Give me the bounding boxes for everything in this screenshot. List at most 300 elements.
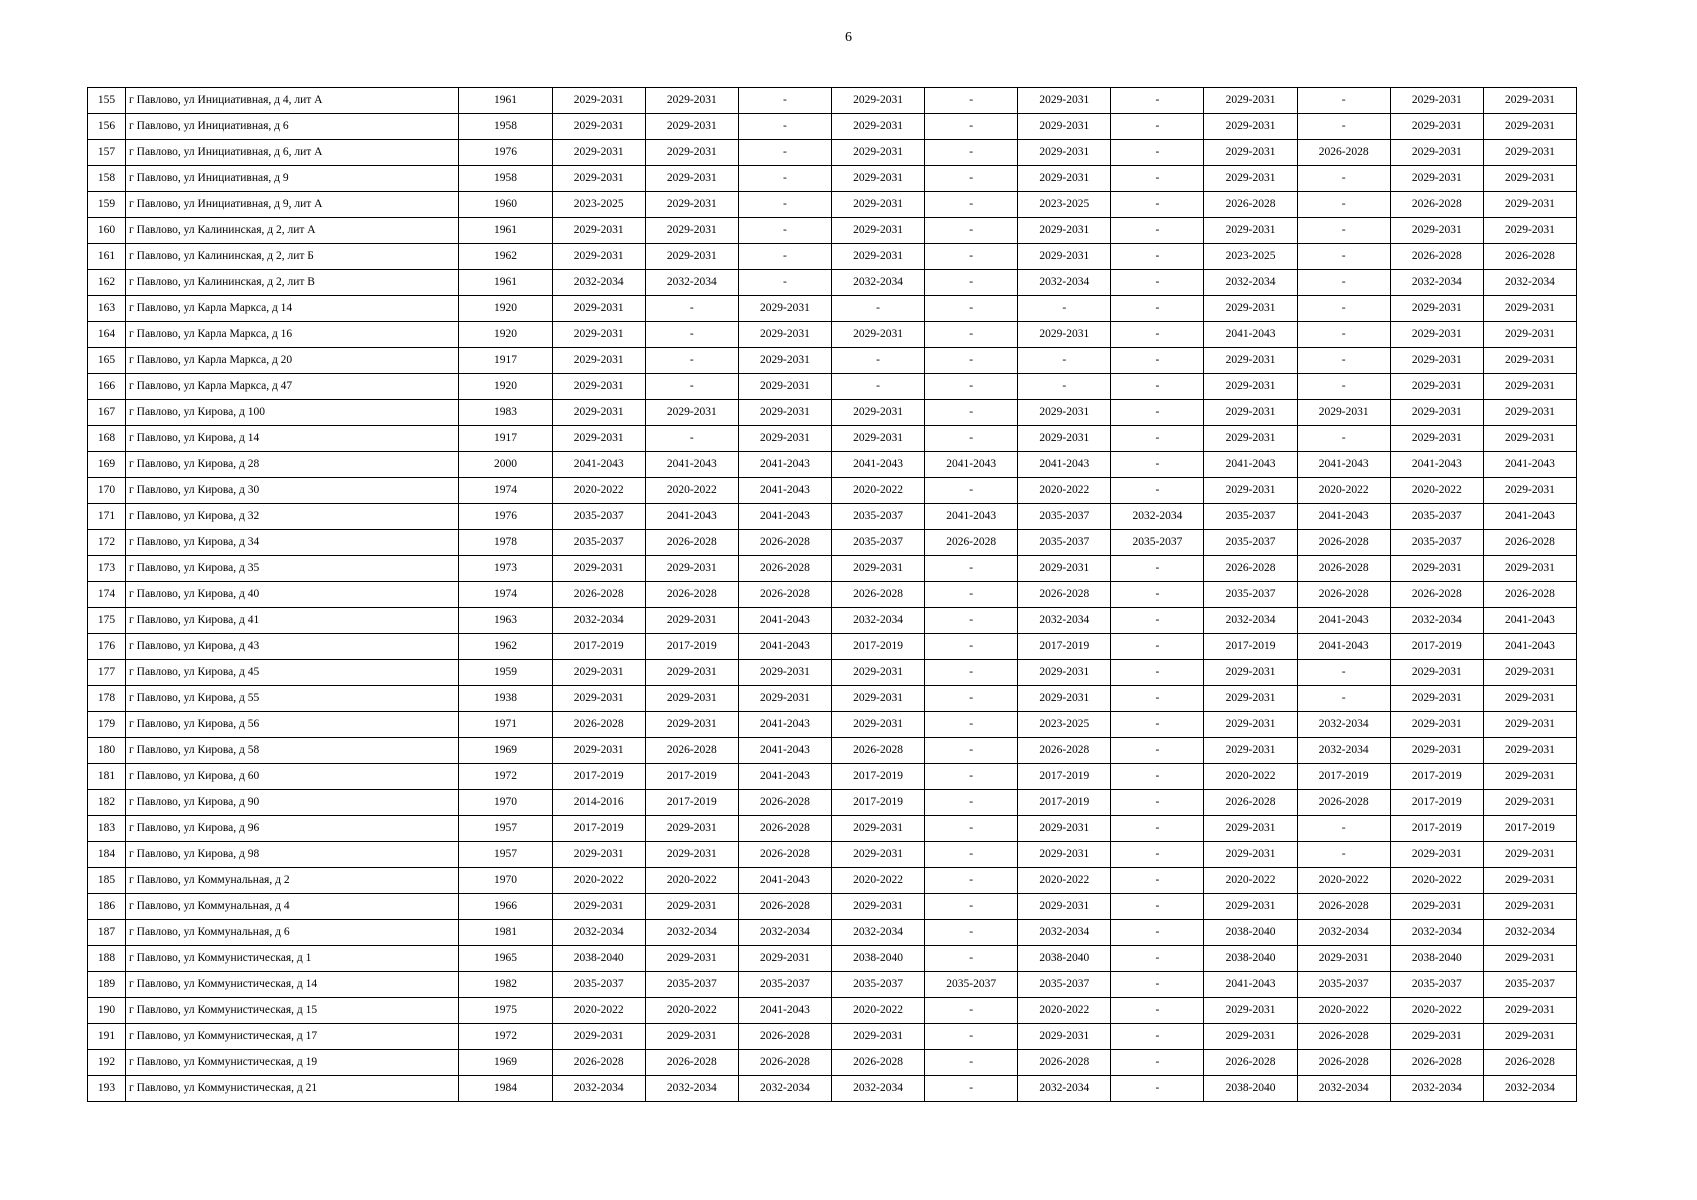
row-number-cell: 171 [88, 504, 126, 530]
period-cell-2: 2029-2031 [645, 842, 738, 868]
period-cell-8: 2038-2040 [1204, 946, 1297, 972]
year-built-cell: 1969 [459, 738, 552, 764]
period-cell-4: 2029-2031 [831, 218, 924, 244]
period-cell-1: 2029-2031 [552, 244, 645, 270]
period-cell-6: 2017-2019 [1018, 790, 1111, 816]
row-number-cell: 162 [88, 270, 126, 296]
period-cell-9: - [1297, 660, 1390, 686]
period-cell-10: 2029-2031 [1390, 842, 1483, 868]
address-cell: г Павлово, ул Инициативная, д 6 [126, 114, 459, 140]
period-cell-8: 2029-2031 [1204, 686, 1297, 712]
period-cell-7: 2032-2034 [1111, 504, 1204, 530]
period-cell-7: - [1111, 920, 1204, 946]
period-cell-2: 2029-2031 [645, 1024, 738, 1050]
table-row [88, 738, 1577, 764]
row-number-cell: 174 [88, 582, 126, 608]
period-cell-10: 2026-2028 [1390, 192, 1483, 218]
period-cell-6: 2029-2031 [1018, 686, 1111, 712]
table-row [88, 452, 1577, 478]
row-number-cell: 179 [88, 712, 126, 738]
period-cell-6: 2029-2031 [1018, 114, 1111, 140]
period-cell-6: 2029-2031 [1018, 556, 1111, 582]
row-number-cell: 186 [88, 894, 126, 920]
period-cell-5: - [925, 400, 1018, 426]
period-cell-3: 2041-2043 [738, 868, 831, 894]
row-number-cell: 165 [88, 348, 126, 374]
period-cell-1: 2035-2037 [552, 504, 645, 530]
period-cell-6: 2035-2037 [1018, 972, 1111, 998]
period-cell-10: 2017-2019 [1390, 634, 1483, 660]
period-cell-4: - [831, 374, 924, 400]
address-cell: г Павлово, ул Кирова, д 30 [126, 478, 459, 504]
period-cell-11: 2041-2043 [1483, 504, 1576, 530]
period-cell-1: 2029-2031 [552, 738, 645, 764]
period-cell-2: 2032-2034 [645, 1076, 738, 1102]
address-cell: г Павлово, ул Кирова, д 41 [126, 608, 459, 634]
period-cell-8: 2041-2043 [1204, 972, 1297, 998]
period-cell-8: 2029-2031 [1204, 114, 1297, 140]
period-cell-5: 2041-2043 [925, 504, 1018, 530]
period-cell-4: 2020-2022 [831, 868, 924, 894]
address-cell: г Павлово, ул Кирова, д 96 [126, 816, 459, 842]
address-cell: г Павлово, ул Коммунистическая, д 19 [126, 1050, 459, 1076]
period-cell-1: 2029-2031 [552, 426, 645, 452]
row-number-cell: 173 [88, 556, 126, 582]
period-cell-7: - [1111, 790, 1204, 816]
period-cell-1: 2029-2031 [552, 140, 645, 166]
period-cell-7: - [1111, 114, 1204, 140]
period-cell-5: 2026-2028 [925, 530, 1018, 556]
period-cell-10: 2029-2031 [1390, 426, 1483, 452]
period-cell-1: 2032-2034 [552, 920, 645, 946]
period-cell-4: 2032-2034 [831, 608, 924, 634]
period-cell-6: 2017-2019 [1018, 764, 1111, 790]
period-cell-8: 2029-2031 [1204, 140, 1297, 166]
period-cell-1: 2029-2031 [552, 114, 645, 140]
period-cell-11: 2029-2031 [1483, 868, 1576, 894]
period-cell-3: 2041-2043 [738, 998, 831, 1024]
period-cell-10: 2026-2028 [1390, 1050, 1483, 1076]
table-row [88, 426, 1577, 452]
year-built-cell: 1973 [459, 556, 552, 582]
period-cell-8: 2029-2031 [1204, 712, 1297, 738]
year-built-cell: 1962 [459, 634, 552, 660]
period-cell-10: 2032-2034 [1390, 270, 1483, 296]
year-built-cell: 1966 [459, 894, 552, 920]
year-built-cell: 1961 [459, 88, 552, 114]
year-built-cell: 1972 [459, 1024, 552, 1050]
period-cell-5: - [925, 374, 1018, 400]
row-number-cell: 192 [88, 1050, 126, 1076]
period-cell-8: 2029-2031 [1204, 478, 1297, 504]
table-row [88, 478, 1577, 504]
row-number-cell: 185 [88, 868, 126, 894]
period-cell-3: 2041-2043 [738, 478, 831, 504]
period-cell-6: 2029-2031 [1018, 1024, 1111, 1050]
period-cell-3: - [738, 192, 831, 218]
period-cell-5: - [925, 166, 1018, 192]
period-cell-6: 2029-2031 [1018, 400, 1111, 426]
row-number-cell: 189 [88, 972, 126, 998]
period-cell-2: - [645, 426, 738, 452]
period-cell-8: 2035-2037 [1204, 530, 1297, 556]
period-cell-4: 2017-2019 [831, 764, 924, 790]
period-cell-1: 2029-2031 [552, 322, 645, 348]
period-cell-10: 2029-2031 [1390, 140, 1483, 166]
row-number-cell: 157 [88, 140, 126, 166]
table-body [88, 88, 1577, 1102]
period-cell-3: 2029-2031 [738, 348, 831, 374]
period-cell-8: 2038-2040 [1204, 1076, 1297, 1102]
period-cell-10: 2029-2031 [1390, 660, 1483, 686]
period-cell-1: 2029-2031 [552, 166, 645, 192]
period-cell-4: 2029-2031 [831, 166, 924, 192]
period-cell-10: 2017-2019 [1390, 764, 1483, 790]
period-cell-4: 2029-2031 [831, 88, 924, 114]
period-cell-11: 2029-2031 [1483, 842, 1576, 868]
period-cell-5: - [925, 1076, 1018, 1102]
address-cell: г Павлово, ул Кирова, д 40 [126, 582, 459, 608]
period-cell-1: 2026-2028 [552, 582, 645, 608]
period-cell-11: 2029-2031 [1483, 894, 1576, 920]
period-cell-4: 2026-2028 [831, 582, 924, 608]
period-cell-10: 2029-2031 [1390, 1024, 1483, 1050]
period-cell-8: 2029-2031 [1204, 998, 1297, 1024]
period-cell-5: - [925, 88, 1018, 114]
period-cell-11: 2026-2028 [1483, 582, 1576, 608]
period-cell-2: 2029-2031 [645, 88, 738, 114]
period-cell-6: - [1018, 348, 1111, 374]
table-row [88, 348, 1577, 374]
period-cell-9: - [1297, 686, 1390, 712]
period-cell-3: 2032-2034 [738, 1076, 831, 1102]
period-cell-11: 2029-2031 [1483, 218, 1576, 244]
address-cell: г Павлово, ул Кирова, д 45 [126, 660, 459, 686]
period-cell-6: 2035-2037 [1018, 504, 1111, 530]
period-cell-3: 2041-2043 [738, 504, 831, 530]
period-cell-6: 2029-2031 [1018, 322, 1111, 348]
period-cell-3: 2029-2031 [738, 374, 831, 400]
period-cell-8: 2029-2031 [1204, 1024, 1297, 1050]
period-cell-5: - [925, 842, 1018, 868]
period-cell-10: 2026-2028 [1390, 244, 1483, 270]
period-cell-1: 2020-2022 [552, 998, 645, 1024]
period-cell-6: 2020-2022 [1018, 998, 1111, 1024]
period-cell-11: 2029-2031 [1483, 400, 1576, 426]
table-row [88, 166, 1577, 192]
period-cell-4: 2020-2022 [831, 478, 924, 504]
period-cell-11: 2029-2031 [1483, 686, 1576, 712]
period-cell-9: - [1297, 816, 1390, 842]
period-cell-5: - [925, 244, 1018, 270]
period-cell-6: 2029-2031 [1018, 842, 1111, 868]
period-cell-1: 2029-2031 [552, 374, 645, 400]
period-cell-10: 2029-2031 [1390, 322, 1483, 348]
period-cell-3: 2041-2043 [738, 634, 831, 660]
period-cell-7: - [1111, 556, 1204, 582]
period-cell-5: - [925, 426, 1018, 452]
period-cell-6: 2017-2019 [1018, 634, 1111, 660]
table-row [88, 530, 1577, 556]
period-cell-4: 2032-2034 [831, 1076, 924, 1102]
year-built-cell: 1917 [459, 426, 552, 452]
period-cell-3: 2029-2031 [738, 296, 831, 322]
year-built-cell: 1976 [459, 140, 552, 166]
period-cell-2: 2032-2034 [645, 270, 738, 296]
period-cell-10: 2035-2037 [1390, 972, 1483, 998]
row-number-cell: 155 [88, 88, 126, 114]
period-cell-7: - [1111, 1076, 1204, 1102]
period-cell-3: - [738, 140, 831, 166]
year-built-cell: 1920 [459, 374, 552, 400]
period-cell-3: - [738, 218, 831, 244]
period-cell-11: 2029-2031 [1483, 1024, 1576, 1050]
period-cell-9: 2032-2034 [1297, 738, 1390, 764]
year-built-cell: 1960 [459, 192, 552, 218]
period-cell-5: - [925, 192, 1018, 218]
period-cell-9: 2026-2028 [1297, 582, 1390, 608]
period-cell-10: 2032-2034 [1390, 608, 1483, 634]
table-row [88, 296, 1577, 322]
period-cell-2: 2041-2043 [645, 504, 738, 530]
period-cell-2: 2041-2043 [645, 452, 738, 478]
period-cell-4: 2029-2031 [831, 400, 924, 426]
period-cell-7: - [1111, 400, 1204, 426]
period-cell-7: - [1111, 192, 1204, 218]
period-cell-5: - [925, 738, 1018, 764]
table-row [88, 88, 1577, 114]
table-row [88, 556, 1577, 582]
period-cell-7: - [1111, 270, 1204, 296]
period-cell-8: 2023-2025 [1204, 244, 1297, 270]
period-cell-11: 2029-2031 [1483, 660, 1576, 686]
period-cell-3: 2035-2037 [738, 972, 831, 998]
period-cell-9: 2026-2028 [1297, 790, 1390, 816]
period-cell-5: 2035-2037 [925, 972, 1018, 998]
row-number-cell: 167 [88, 400, 126, 426]
period-cell-1: 2035-2037 [552, 972, 645, 998]
period-cell-11: 2029-2031 [1483, 166, 1576, 192]
period-cell-5: - [925, 296, 1018, 322]
period-cell-8: 2026-2028 [1204, 556, 1297, 582]
period-cell-9: - [1297, 322, 1390, 348]
table-row [88, 1050, 1577, 1076]
period-cell-4: 2029-2031 [831, 244, 924, 270]
period-cell-7: - [1111, 1024, 1204, 1050]
row-number-cell: 166 [88, 374, 126, 400]
address-cell: г Павлово, ул Кирова, д 35 [126, 556, 459, 582]
period-cell-8: 2026-2028 [1204, 790, 1297, 816]
year-built-cell: 1974 [459, 582, 552, 608]
address-cell: г Павлово, ул Инициативная, д 4, лит А [126, 88, 459, 114]
period-cell-6: 2026-2028 [1018, 582, 1111, 608]
period-cell-9: 2041-2043 [1297, 504, 1390, 530]
period-cell-11: 2029-2031 [1483, 296, 1576, 322]
period-cell-4: - [831, 296, 924, 322]
period-cell-6: 2029-2031 [1018, 816, 1111, 842]
year-built-cell: 1975 [459, 998, 552, 1024]
period-cell-2: 2017-2019 [645, 790, 738, 816]
period-cell-5: - [925, 946, 1018, 972]
year-built-cell: 1978 [459, 530, 552, 556]
period-cell-9: 2032-2034 [1297, 1076, 1390, 1102]
period-cell-10: 2029-2031 [1390, 400, 1483, 426]
period-cell-2: - [645, 348, 738, 374]
period-cell-9: - [1297, 270, 1390, 296]
period-cell-5: - [925, 608, 1018, 634]
period-cell-7: - [1111, 712, 1204, 738]
period-cell-9: - [1297, 114, 1390, 140]
period-cell-3: 2026-2028 [738, 790, 831, 816]
address-cell: г Павлово, ул Кирова, д 58 [126, 738, 459, 764]
period-cell-4: 2020-2022 [831, 998, 924, 1024]
period-cell-6: 2032-2034 [1018, 1076, 1111, 1102]
period-cell-3: 2041-2043 [738, 452, 831, 478]
period-cell-11: 2026-2028 [1483, 530, 1576, 556]
period-cell-5: - [925, 816, 1018, 842]
period-cell-5: - [925, 764, 1018, 790]
row-number-cell: 159 [88, 192, 126, 218]
period-cell-3: - [738, 244, 831, 270]
period-cell-4: 2038-2040 [831, 946, 924, 972]
period-cell-1: 2029-2031 [552, 88, 645, 114]
period-cell-7: - [1111, 946, 1204, 972]
period-cell-2: 2029-2031 [645, 686, 738, 712]
period-cell-3: - [738, 270, 831, 296]
period-cell-4: 2029-2031 [831, 192, 924, 218]
period-cell-8: 2020-2022 [1204, 868, 1297, 894]
period-cell-7: 2035-2037 [1111, 530, 1204, 556]
period-cell-4: 2029-2031 [831, 114, 924, 140]
address-cell: г Павлово, ул Кирова, д 55 [126, 686, 459, 712]
row-number-cell: 177 [88, 660, 126, 686]
address-cell: г Павлово, ул Кирова, д 43 [126, 634, 459, 660]
year-built-cell: 1961 [459, 218, 552, 244]
period-cell-9: 2032-2034 [1297, 920, 1390, 946]
row-number-cell: 160 [88, 218, 126, 244]
period-cell-9: 2026-2028 [1297, 556, 1390, 582]
period-cell-3: 2041-2043 [738, 764, 831, 790]
period-cell-4: 2017-2019 [831, 634, 924, 660]
row-number-cell: 158 [88, 166, 126, 192]
row-number-cell: 183 [88, 816, 126, 842]
period-cell-2: 2029-2031 [645, 244, 738, 270]
period-cell-9: 2029-2031 [1297, 400, 1390, 426]
row-number-cell: 184 [88, 842, 126, 868]
period-cell-10: 2029-2031 [1390, 348, 1483, 374]
period-cell-5: - [925, 998, 1018, 1024]
period-cell-10: 2029-2031 [1390, 296, 1483, 322]
period-cell-3: 2029-2031 [738, 400, 831, 426]
period-cell-8: 2029-2031 [1204, 400, 1297, 426]
period-cell-10: 2041-2043 [1390, 452, 1483, 478]
period-cell-8: 2029-2031 [1204, 842, 1297, 868]
period-cell-11: 2029-2031 [1483, 374, 1576, 400]
address-cell: г Павлово, ул Калининская, д 2, лит В [126, 270, 459, 296]
table-row [88, 504, 1577, 530]
period-cell-3: 2026-2028 [738, 816, 831, 842]
year-built-cell: 1958 [459, 166, 552, 192]
period-cell-7: - [1111, 686, 1204, 712]
period-cell-2: 2026-2028 [645, 530, 738, 556]
period-cell-10: 2029-2031 [1390, 712, 1483, 738]
period-cell-9: 2026-2028 [1297, 140, 1390, 166]
period-cell-4: 2029-2031 [831, 712, 924, 738]
row-number-cell: 161 [88, 244, 126, 270]
building-schedule-table [87, 87, 1577, 1102]
year-built-cell: 1920 [459, 296, 552, 322]
period-cell-10: 2029-2031 [1390, 894, 1483, 920]
year-built-cell: 1957 [459, 816, 552, 842]
period-cell-8: 2020-2022 [1204, 764, 1297, 790]
period-cell-10: 2029-2031 [1390, 88, 1483, 114]
period-cell-11: 2029-2031 [1483, 192, 1576, 218]
row-number-cell: 190 [88, 998, 126, 1024]
period-cell-6: 2035-2037 [1018, 530, 1111, 556]
period-cell-1: 2032-2034 [552, 1076, 645, 1102]
period-cell-8: 2026-2028 [1204, 192, 1297, 218]
table-row [88, 608, 1577, 634]
row-number-cell: 163 [88, 296, 126, 322]
period-cell-9: - [1297, 426, 1390, 452]
period-cell-1: 2017-2019 [552, 634, 645, 660]
period-cell-9: 2041-2043 [1297, 608, 1390, 634]
table-row [88, 582, 1577, 608]
period-cell-5: - [925, 920, 1018, 946]
period-cell-7: - [1111, 894, 1204, 920]
period-cell-7: - [1111, 166, 1204, 192]
period-cell-9: - [1297, 166, 1390, 192]
period-cell-5: - [925, 634, 1018, 660]
period-cell-5: - [925, 218, 1018, 244]
address-cell: г Павлово, ул Калининская, д 2, лит А [126, 218, 459, 244]
period-cell-5: - [925, 582, 1018, 608]
row-number-cell: 187 [88, 920, 126, 946]
year-built-cell: 1981 [459, 920, 552, 946]
row-number-cell: 176 [88, 634, 126, 660]
period-cell-11: 2029-2031 [1483, 946, 1576, 972]
year-built-cell: 1938 [459, 686, 552, 712]
period-cell-2: 2029-2031 [645, 218, 738, 244]
period-cell-4: 2029-2031 [831, 842, 924, 868]
period-cell-7: - [1111, 998, 1204, 1024]
table-row [88, 270, 1577, 296]
period-cell-4: - [831, 348, 924, 374]
period-cell-1: 2014-2016 [552, 790, 645, 816]
period-cell-2: 2032-2034 [645, 920, 738, 946]
table-row [88, 218, 1577, 244]
period-cell-2: 2026-2028 [645, 738, 738, 764]
table-row [88, 868, 1577, 894]
period-cell-2: 2029-2031 [645, 660, 738, 686]
period-cell-10: 2020-2022 [1390, 478, 1483, 504]
year-built-cell: 1984 [459, 1076, 552, 1102]
period-cell-3: 2029-2031 [738, 426, 831, 452]
year-built-cell: 1959 [459, 660, 552, 686]
row-number-cell: 182 [88, 790, 126, 816]
period-cell-4: 2035-2037 [831, 504, 924, 530]
period-cell-3: - [738, 114, 831, 140]
period-cell-6: 2038-2040 [1018, 946, 1111, 972]
period-cell-10: 2035-2037 [1390, 504, 1483, 530]
period-cell-11: 2026-2028 [1483, 244, 1576, 270]
period-cell-8: 2029-2031 [1204, 166, 1297, 192]
period-cell-5: - [925, 114, 1018, 140]
period-cell-6: 2032-2034 [1018, 608, 1111, 634]
address-cell: г Павлово, ул Инициативная, д 9, лит А [126, 192, 459, 218]
period-cell-6: 2029-2031 [1018, 218, 1111, 244]
period-cell-9: - [1297, 348, 1390, 374]
